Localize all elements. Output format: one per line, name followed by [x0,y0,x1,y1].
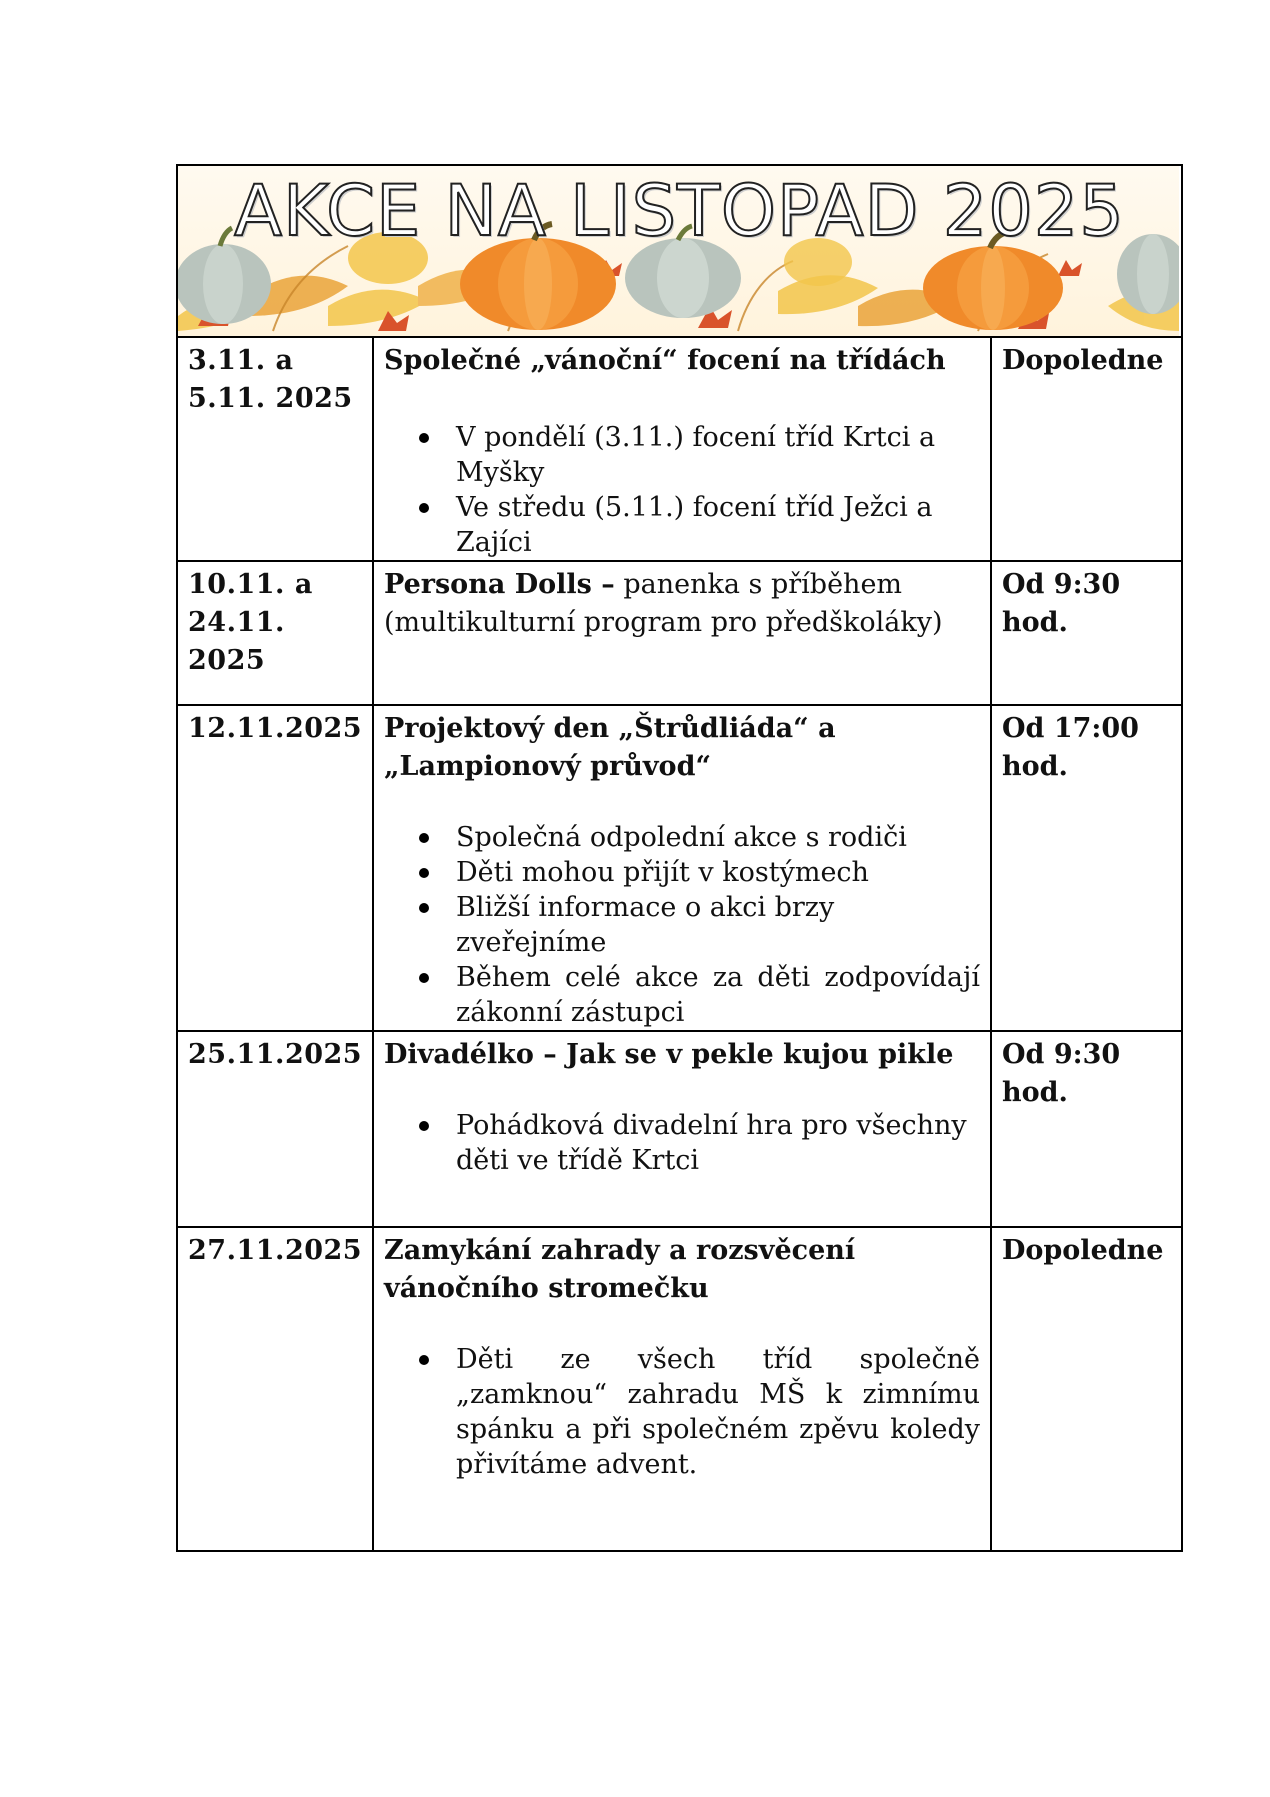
event-description-cell [373,1031,991,1227]
event-row [177,1227,1182,1551]
event-bullet-list [384,420,980,560]
event-bullet-list [384,1342,980,1482]
event-description-cell [373,561,991,705]
event-time-prefix: Od [1002,713,1045,744]
event-row [177,1031,1182,1227]
list-item-text: Pohádková divadelní hra pro všechny děti ve třídě Krtci [456,1110,967,1176]
bullet-icon [419,433,429,443]
autumn-banner [178,166,1181,336]
bullet-icon [419,973,429,983]
event-description-cell [373,705,991,1031]
event-title-line: „Lampionový průvod“ [384,751,711,782]
list-item-text: Společná odpolední akce s rodiči [456,822,907,853]
list-item [456,890,980,960]
list-item [456,820,980,855]
event-time-cell [991,337,1182,561]
events-table [176,164,1183,1552]
event-time-cell [991,561,1182,705]
bullet-icon [419,1121,429,1131]
event-time: Dopoledne [1002,1235,1164,1266]
banner-row [177,165,1182,337]
event-time-line [1002,710,1171,748]
event-title: Společné „vánoční“ focení na třídách [384,345,946,376]
event-date-cell [177,1031,373,1227]
event-title-line: vánočního stromečku [384,1273,709,1304]
list-item [456,490,980,560]
event-description-cell [373,337,991,561]
event-date-cell [177,337,373,561]
event-time-prefix: Od [1002,1039,1045,1070]
list-item [456,960,980,1030]
event-title-bold: Persona Dolls – [384,569,615,600]
spacer [384,1308,980,1342]
event-time-line: hod. [1002,607,1068,638]
spacer [384,380,980,420]
bullet-icon [419,868,429,878]
event-date-line: 2025 [188,645,266,676]
event-time-cell [991,1227,1182,1551]
event-title: Divadélko – Jak se v pekle kujou pikle [384,1039,954,1070]
event-title-normal: panenka s příběhem (multikulturní program pro předškoláky) [384,569,943,638]
event-title-line: Projektový den „Štrůdliáda“ a [384,713,836,744]
event-time: Dopoledne [1002,345,1164,376]
event-time-line: hod. [1002,1077,1068,1108]
event-row [177,705,1182,1031]
event-date-cell [177,1227,373,1551]
event-bullet-list [384,1108,980,1178]
event-time-line [1002,1036,1171,1074]
event-date-line: 24.11. [188,607,285,638]
event-time-line: hod. [1002,751,1068,782]
event-date: 12.11.2025 [188,713,363,744]
event-title [384,566,980,642]
event-date: 25.11.2025 [188,1039,363,1070]
event-date-line: 10.11. a [188,569,313,600]
bullet-icon [419,503,429,513]
event-date-line: 3.11. a [188,345,294,376]
event-description-cell [373,1227,991,1551]
event-date-cell [177,561,373,705]
event-date-cell [177,705,373,1031]
spacer [384,786,980,820]
bullet-icon [419,903,429,913]
spacer [384,1074,980,1108]
event-time-cell [991,705,1182,1031]
events-sheet [176,164,1181,1552]
list-item-text: Během celé akce za děti zodpovídají zákonní zástupci [456,962,980,1028]
event-date: 27.11.2025 [188,1235,363,1266]
bullet-icon [419,1355,429,1365]
list-item [456,855,980,890]
event-row [177,561,1182,705]
list-item-text: Ve středu (5.11.) focení tříd Ježci a Zajíci [456,492,933,558]
event-row [177,337,1182,561]
event-time-value: 9:30 [1053,1039,1121,1070]
banner-cell [177,165,1182,337]
list-item [456,1342,980,1482]
list-item [456,1108,980,1178]
list-item-text: Děti ze všech tříd společně „zamknou“ zahradu MŠ k zimnímu spánku a při společném zpěvu koledy přivítáme advent. [456,1344,980,1480]
event-bullet-list [384,820,980,1030]
event-title-line: Zamykání zahrady a rozsvěcení [384,1235,856,1266]
list-item-text: Bližší informace o akci brzy zveřejníme [456,892,835,958]
event-date-line: 5.11. 2025 [188,383,353,414]
event-time-cell [991,1031,1182,1227]
list-item-text: Děti mohou přijít v kostýmech [456,857,869,888]
event-time-value: 17:00 [1053,713,1139,744]
banner-title: AKCE NA LISTOPAD 2025 [234,170,1125,252]
bullet-icon [419,833,429,843]
event-time-line: Od 9:30 [1002,569,1121,600]
list-item-text: V pondělí (3.11.) focení tříd Krtci a Myšky [456,422,936,488]
list-item [456,420,980,490]
